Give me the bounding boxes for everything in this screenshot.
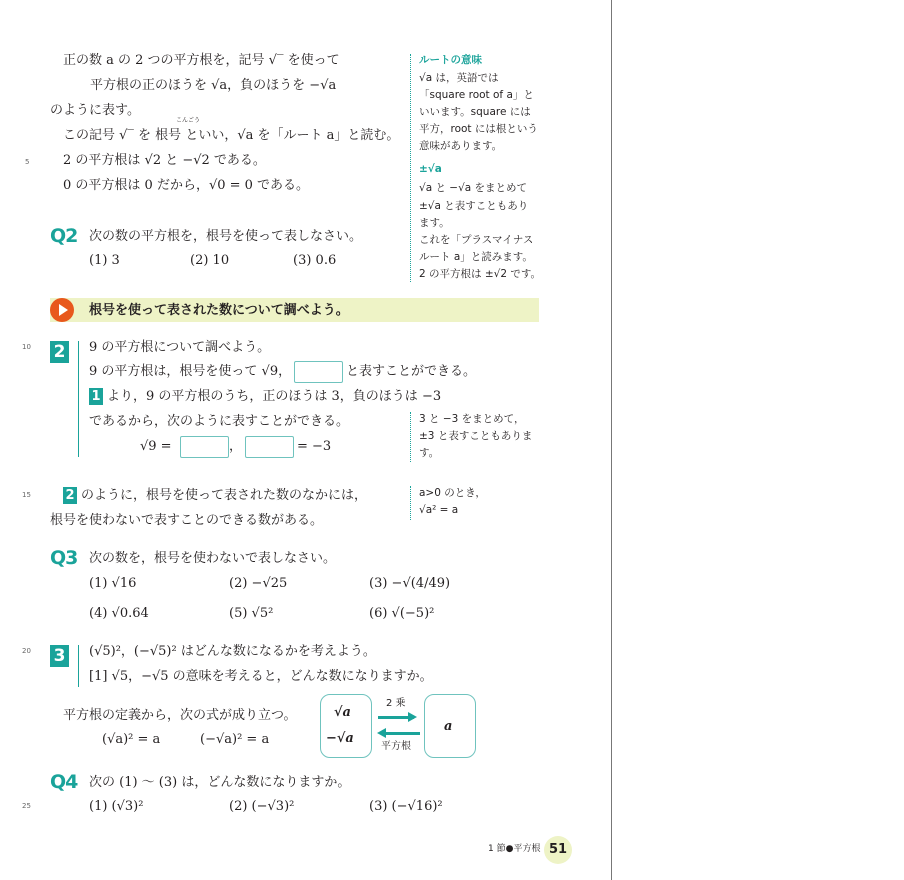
q3-item: (1) √16	[89, 576, 137, 591]
section2-line-4: であるから，次のように表すことができる。	[89, 414, 350, 429]
sidebar-route-title: ルートの意味	[419, 54, 482, 66]
section-number-3: 3	[50, 645, 69, 667]
q2-item: (2) 10	[190, 253, 230, 268]
intro-line-4: この記号 √‾ を 根号 といい，√a を「ルート a」と読む。	[63, 128, 400, 143]
line-number: 20	[22, 647, 31, 655]
diagram-top-label: 2 乗	[386, 698, 406, 709]
sidebar-route-line: 「square root of a」と	[419, 89, 534, 101]
diagram-right: a	[444, 719, 453, 734]
answer-blank[interactable]	[294, 361, 343, 383]
sidebar-note-line: す。	[419, 447, 440, 459]
q2-label: Q2	[50, 225, 78, 247]
intro-line-6: 0 の平方根は 0 だから，√0 = 0 である。	[63, 178, 310, 193]
sidebar-route-line: √a は，英語では	[419, 72, 499, 84]
equation-right: = −3	[297, 439, 332, 454]
left-arrow-icon	[384, 732, 420, 735]
q4-label: Q4	[50, 771, 78, 793]
q3-item: (6) √(−5)²	[369, 606, 435, 621]
ref-number-2: 2	[63, 487, 77, 504]
section3-line-1: (√5)²，(−√5)² はどんな数になるかを考えよう。	[89, 644, 376, 659]
play-icon	[50, 298, 74, 322]
intro-line-2: 平方根の正のほうを √a，負のほうを −√a	[90, 78, 337, 93]
ruby-text: こんごう	[176, 117, 201, 124]
section2-line-3: より，9 の平方根のうち，正のほうは 3，負のほうは −3	[107, 389, 442, 404]
answer-blank[interactable]	[180, 436, 229, 458]
page-number: 51	[544, 836, 572, 864]
q3-label: Q3	[50, 547, 78, 569]
sidebar-note-line: ±3 と表すこともありま	[419, 430, 533, 442]
sidebar-route-line: 意味があります。	[419, 140, 503, 152]
equation-comma: ，	[229, 439, 243, 454]
sidebar-pm-line: ±√a と表すこともあり	[419, 200, 529, 212]
answer-blank[interactable]	[245, 436, 294, 458]
sidebar-route-line: 平方，root には根という	[419, 123, 538, 135]
sidebar-note-line: a>0 のとき，	[419, 487, 486, 499]
q2-item: (1) 3	[89, 253, 120, 268]
q4-item: (3) (−√16)²	[369, 799, 443, 814]
q3-item: (2) −√25	[229, 576, 288, 591]
arrow-head-icon	[408, 712, 417, 722]
intro-line-3: のように表す。	[50, 103, 140, 118]
section3-line-2: [1] √5，−√5 の意味を考えると，どんな数になりますか。	[89, 669, 433, 684]
ref-number-1: 1	[89, 388, 103, 405]
q3-item: (5) √5²	[229, 606, 274, 621]
line-number: 5	[25, 158, 30, 166]
line-number: 15	[22, 491, 31, 499]
sidebar-pm-title: ±√a	[419, 163, 442, 175]
q3-item: (4) √0.64	[89, 606, 149, 621]
sidebar-note-line: 3 と −3 をまとめて，	[419, 413, 525, 425]
q3-item: (3) −√(4/49)	[369, 576, 451, 591]
sidebar-route-line: いいます。square には	[419, 106, 531, 118]
diagram-left-top: √a	[334, 705, 351, 720]
sidebar-pm-line: ます。	[419, 217, 450, 229]
diagram-left-bottom: −√a	[326, 731, 354, 746]
sidebar-pm-line: ルート a」と読みます。	[419, 251, 533, 263]
sidebar-note-line: √a² = a	[419, 504, 459, 516]
banner-text: 根号を使って表された数について調べよう。	[89, 303, 349, 318]
section-number-2: 2	[50, 341, 69, 363]
intro-line-5: 2 の平方根は √2 と −√2 である。	[63, 153, 266, 168]
para-line-1: のように，根号を使って表された数のなかには，	[81, 488, 368, 503]
sidebar-rule	[410, 486, 411, 520]
formula-1: (√a)² = a	[102, 732, 161, 747]
sidebar-rule	[410, 412, 411, 462]
sidebar-pm-line: √a と −√a をまとめて	[419, 182, 528, 194]
arrow-head-icon	[377, 728, 386, 738]
sidebar-pm-line: これを「プラスマイナス	[419, 234, 534, 246]
sidebar-rule	[410, 54, 411, 282]
root-box	[320, 694, 372, 758]
section2-line-2a: 9 の平方根は，根号を使って √9，	[89, 364, 292, 379]
section2-line-1: 9 の平方根について調べよう。	[89, 340, 271, 355]
q2-text: 次の数の平方根を，根号を使って表しなさい。	[89, 229, 363, 244]
line-number: 10	[22, 343, 31, 351]
q2-item: (3) 0.6	[293, 253, 337, 268]
equation-left: √9 =	[140, 439, 172, 454]
formula-2: (−√a)² = a	[200, 732, 270, 747]
section-rule	[78, 341, 79, 457]
q4-text: 次の (1) ～ (3) は，どんな数になりますか。	[89, 775, 351, 790]
intro-line-1: 正の数 a の 2 つの平方根を，記号 √‾ を使って	[63, 53, 340, 68]
q4-item: (2) (−√3)²	[229, 799, 295, 814]
line-number: 25	[22, 802, 31, 810]
section3-line-3: 平方根の定義から，次の式が成り立つ。	[63, 708, 297, 723]
q3-text: 次の数を，根号を使わないで表しなさい。	[89, 551, 337, 566]
footer-section: 1 節●平方根	[488, 844, 541, 854]
para-line-2: 根号を使わないで表すことのできる数がある。	[50, 513, 324, 528]
q4-item: (1) (√3)²	[89, 799, 144, 814]
sidebar-pm-line: 2 の平方根は ±√2 です。	[419, 268, 542, 280]
section2-line-2b: と表すことができる。	[346, 364, 477, 379]
diagram-bottom-label: 平方根	[381, 741, 411, 752]
section-rule	[78, 645, 79, 687]
